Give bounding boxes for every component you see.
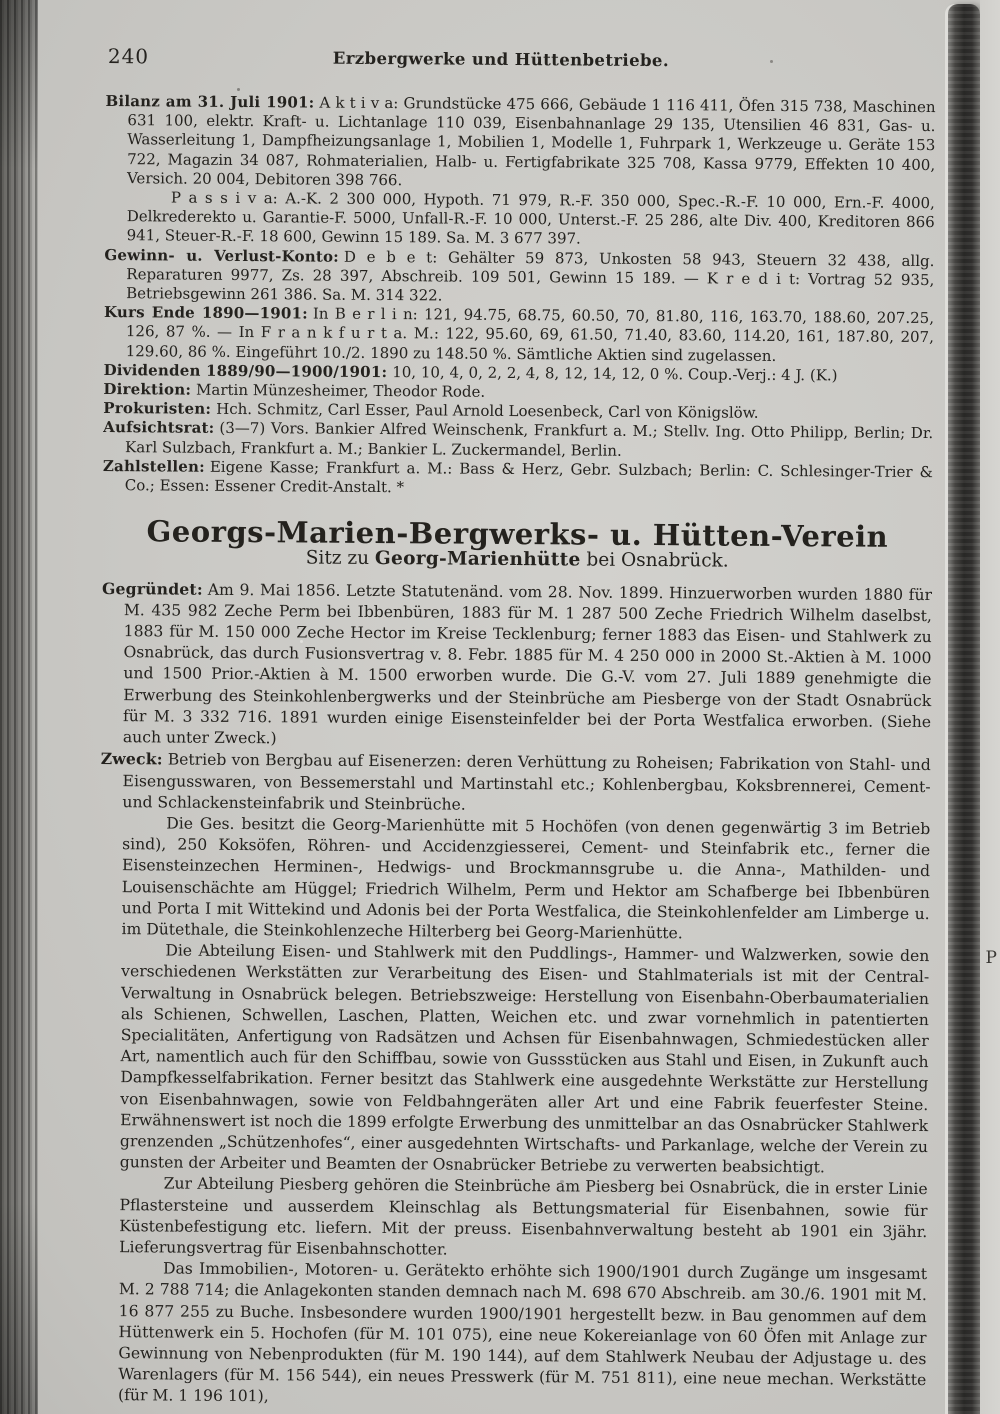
seat-name: Georg-Marienhütte [374,548,581,571]
balance-paragraph [105,92,936,194]
right-margin-strip [980,0,1000,1414]
kurs-paragraph [104,303,934,367]
steelworks-text: Die Abteilung Eisen- und Stahlwerk mit den Puddlings-, Hammer- und Walzwerken, sowie den verschiedenen Werkstätten zur Verarbeitung des Eisen- und Stahlmaterials ist mit der Central-Verwaltung in Osnabrück belegen. Betriebszweige: Herstellung von Eisenbahn-Oberbaumaterialien als Schienen, Schwellen, Laschen, Platten, Weichen etc. und zwar vornehmlich in patentierten Specialitäten, Anfertigung von Radsätzen und Achsen für Eisenbahnwagen, Schmiedestücken aller Art, namentlich auch für den Schiffbau, sowie von Gussstücken aus Stahl und Eisen, in Zukunft auch Dampfkesselfabrikation. Ferner besitzt das Stahlwerk eine ausgedehnte Werkstätte zur Herstellung von Eisenbahnwagen, sowie von Feldbahngeräten aller Art und eine Fabrik feuerfester Steine. Erwähnenswert ist noch die 1899 erfolgte Erwerbung des unmittelbar an das Osnabrücker Stahlwerk grenzenden „Schützenhofes“, einer ausgedehnten Wirtschafts- und Parkanlage, welche der Verein zu gunsten der Arbeiter und Beamten der Osnabrücker Betriebe zu verwerten beabsichtigt. [119,941,930,1177]
aufsichtsrat-paragraph [103,418,933,462]
page-header [106,44,936,76]
immobilien-paragraph [96,1258,927,1413]
founded-label: Gegründet: [101,578,203,599]
seat-suffix: bei Osnabrück. [580,549,729,573]
purpose-text: Betrieb von Bergbau auf Eisenerzen: deren Verhüttung zu Roheisen; Fabrikation von Stahl- und Eisengusswaren, von Bessemerstahl und Martinstahl etc.; Kohlenbergbau, Koksbrennerei, Cement- und Schlackensteinfabrik und Steinbrüche. [122,750,931,814]
piesberg-paragraph [97,1173,928,1264]
piesberg-text: Zur Abteilung Piesberg gehören die Steinbrüche am Piesberg bei Osnabrück, die in erster Linie Pflastersteine und ausserdem Kleinschlag als Bettungsmaterial für Eisenbahnen, sowie für Küstenbefestigung etc. liefern. Mit der preuss. Eisenbahnverwaltung besteht ab 1901 ein 3jähr. Lieferungsvertrag für Eisenbahnschotter. [119,1174,928,1259]
direktion-label: Direktion: [103,380,192,399]
passiva-paragraph [105,188,935,252]
immobilien-text: Das Immobilien-, Motoren- u. Gerätekto erhöhte sich 1900/1901 durch Zugänge um insgesamt M. 2 788 714; die Anlagekonten standen demnach nach M. 698 670 Abschreib. am 30./6. 1901 mit M. 16 877 255 zu Buche. Insbesondere wurden 1900/1901 hergestellt bezw. in Bau genommen auf dem Hüttenwerk ein 5. Hochofen (für M. 101 075), eine neue Kokereianlage von 60 Öfen mit Anlage zur Gewinnung von Nebenprodukten (für M. 190 144), auf dem Stahlwerk Neubau der Adjustage u. des Warenlagers (für M. 156 544), ein neues Presswerk (für M. 751 811), eine neue mechan. Werkstätte (für M. 1 196 101), [118,1259,928,1406]
purpose-paragraph [100,748,930,819]
left-scan-band [0,0,38,1414]
aufsichtsrat-text: (3—7) Vors. Bankier Alfred Weinschenk, Frankfurt a. M.; Stellv. Ing. Otto Philipp, Berlin; Dr. Karl Sulzbach, Frankfurt a. M.; Bankier L. Zuckermandel, Berlin. [124,419,934,460]
page-number: 240 [107,44,150,69]
dividends-label: Dividenden 1889/90—1900/1901: [103,360,388,381]
profit-loss-paragraph [104,246,934,310]
purpose-label: Zweck: [100,749,163,769]
zahlstellen-text: Eigene Kasse; Frankfurt a. M.: Bass & Herz, Gebr. Sulzbach; Berlin: C. Schlesinger-Trier & Co.; Essen: Essener Credit-Anstalt. * [124,457,933,497]
profit-loss-text: D e b e t: Gehälter 59 873, Unkosten 58 943, Steuern 32 438, allg. Reparaturen 9977, Zs. 28 397, Abschreib. 109 501, Gewinn 15 189. — K r e d i t: Vortrag 52 935, Betriebsgewinn 261 386. Sa. M. 314 322. [126,247,935,305]
previous-entry-section [103,92,936,501]
dividends-text: 10, 10, 4, 0, 2, 2, 4, 8, 12, 14, 12, 0 %. Coup.-Verj.: 4 J. (K.) [392,362,838,385]
kurs-text: In B e r l i n: 121, 94.75, 68.75, 60.50, 70, 81.80, 116, 163.70, 188.60, 207.25, 126, 87 %. — In F r a n k f u r t a. M.: 122, 95.60, 69, 61.50, 71.40, 83.60, 114.20, 161, 187.80, 207, 129.60, 86 %. Eingeführt 10./2. 1890 zu 148.50 %. Sämtliche Aktien sind zugelassen. [125,304,935,365]
kurs-label: Kurs Ende 1890—1901: [103,303,308,323]
page-content [96,44,936,1413]
margin-fragment-text: P [985,948,999,968]
passiva-text: P a s s i v a: A.-K. 2 300 000, Hypoth. 71 979, R.-F. 350 000, Spec.-R.-F. 10 000, Ern.-F. 4000, Delkrederekto u. Garantie-F. 5000, Unfall-R.-F. 10 000, Unterst.-F. 25 286, alte Div. 400, Kreditoren 866 941, Steuer-R.-F. 18 600, Gewinn 15 189. Sa. M. 3 677 397. [126,188,935,248]
prokuristen-text: Hch. Schmitz, Carl Esser, Paul Arnold Loesenbeck, Carl von Königslöw. [216,400,759,423]
prokuristen-label: Prokuristen: [103,399,212,419]
zahlstellen-paragraph [103,457,933,501]
founded-paragraph [101,578,932,755]
seat-prefix: Sitz zu [305,547,376,570]
founded-text: Am 9. Mai 1856. Letzte Statutenänd. vom 28. Nov. 1899. Hinzuerworben wurden 1880 für M. 435 982 Zeche Perm bei Ibbenbüren, 1883 für M. 1 287 500 Zeche Friedrich Wilhelm daselbst, 1883 für M. 150 000 Zeche Hector im Kreise Tecklenburg; ferner 1883 das Eisen- und Stahlwerk zu Osnabrück, das durch Fusionsvertrag v. 8. Febr. 1885 für M. 4 250 000 in 2000 St.-Aktien à M. 1000 und 1500 Prior.-Aktien à M. 1500 erworben wurde. Die G.-V. vom 27. Juli 1889 genehmigte die Erwerbung des Steinkohlenbergwerks und der Steinbrüche am Piesberge von der Stadt Osnabrück für M. 3 332 716. 1891 wurden einige Eisensteinfelder bei der Porta Westfalica erworben. (Siehe auch unter Zweck.) [122,580,933,748]
possessions-paragraph [99,813,930,946]
possessions-text: Die Ges. besitzt die Georg-Marienhütte mit 5 Hochöfen (von denen gegenwärtig 3 im Betrieb sind), 250 Koksöfen, Röhren- und Accidenzgiesserei, Cement- und Steinfabrik etc., ferner die Eisensteinzechen Herminen-, Hedwigs- und Brockmannsgrube u. die Anna-, Mathilden- und Louisenschächte am Hüggel; Friedrich Wilhelm, Perm und Hektor am Schafberge bei Ibbenbüren und Porta I mit Wittekind und Adonis bei der Porta Westfalica, die Steinkohlenfelder am Limberge u. im Dütethale, die Steinkohlenzeche Hilterberg bei Georg-Marienhütte. [121,814,931,943]
running-title: Erzbergwerke und Hüttenbetriebe. [332,48,670,71]
profit-loss-label: Gewinn- u. Verlust-Konto: [104,245,340,266]
company-title: Georgs-Marien-Bergwerks- u. Hütten-Verein [146,514,889,555]
zahlstellen-label: Zahlstellen: [102,456,205,476]
steelworks-paragraph [98,940,930,1179]
balance-text: A k t i v a: Grundstücke 475 666, Gebäude 1 116 411, Öfen 315 738, Maschinen 631 100, elektr. Kraft- u. Lichtanlage 110 039, Eisenbahnanlage 29 135, Utensilien 46 831, Gas- u. Wasserleitung 1, Dampfheizungsanlage 1, Mobilien 1, Modelle 1, Fuhrpark 1, Werkzeuge u. Geräte 153 722, Magazin 34 087, Rohmaterialien, Halb- u. Fertigfabrikate 325 708, Kassa 9779, Effekten 10 400, Versich. 20 004, Debitoren 398 766. [126,93,936,189]
direktion-text: Martin Münzesheimer, Theodor Rode. [196,380,486,401]
balance-label: Bilanz am 31. Juli 1901: [105,91,315,112]
right-gutter-band [948,4,980,1414]
aufsichtsrat-label: Aufsichtsrat: [103,418,215,438]
company-entry-section [96,514,933,1412]
